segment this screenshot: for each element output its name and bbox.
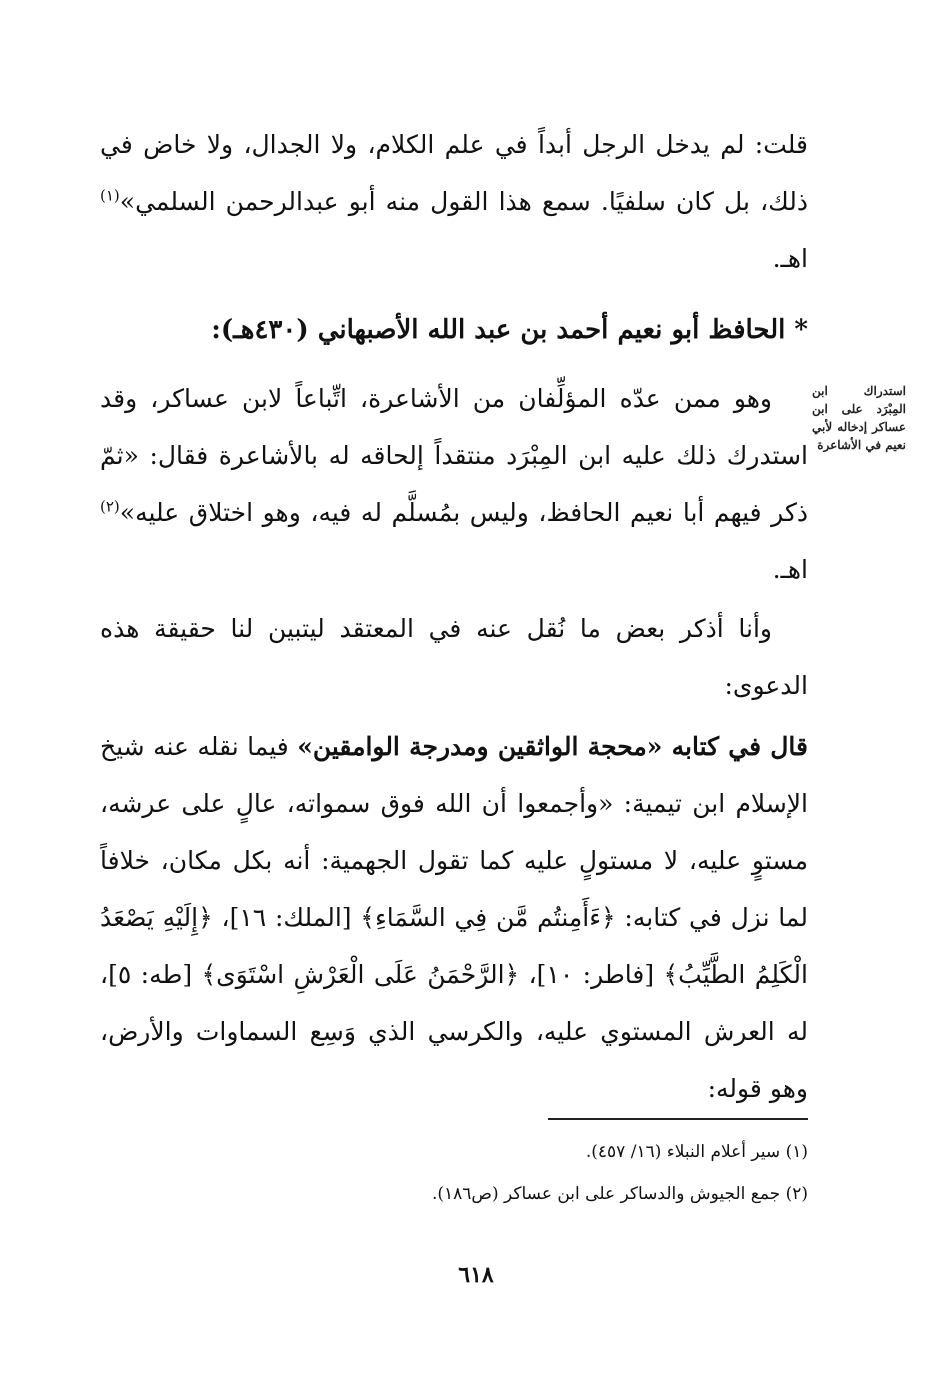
footnote-separator — [548, 1118, 808, 1120]
footnote-2: (٢) جمع الجيوش والدساكر على ابن عساكر (ص١٨٦). — [431, 1184, 808, 1204]
footnote-1: (١) سير أعلام النبلاء (١٦/ ٤٥٧). — [585, 1142, 808, 1162]
paragraph-2-ending: اهـ. — [772, 555, 808, 584]
paragraph-2-text: وهو ممن عدّه المؤلِّفان من الأشاعرة، اتِّباعاً لابن عساكر، وقد استدرك ذلك عليه ابن المِبْرَد منتقداً إلحاقه له بالأشاعرة فقال: «ثمّ ذكر فيهم أبا نعيم الحافظ، وليس بمُسلَّم له فيه، وهو اختلاق عليه» — [100, 384, 808, 527]
footnote-ref-1: (١) — [100, 186, 120, 205]
paragraph-1-ending: اهـ. — [772, 244, 808, 273]
page-number: ٦١٨ — [458, 1262, 494, 1288]
paragraph-3-text: وأنا أذكر بعض ما نُقل عنه في المعتقد ليتبين لنا حقيقة هذه الدعوى: — [100, 614, 808, 700]
paragraph-4-lead: قال في كتابه «محجة الواثقين ومدرجة الوامقين» — [297, 732, 808, 761]
paragraph-1 — [100, 116, 808, 287]
section-heading: * الحافظ أبو نعيم أحمد بن عبد الله الأصبهاني (٤٣٠هـ): — [211, 315, 808, 345]
paragraph-2 — [100, 370, 808, 598]
paragraph-4 — [100, 718, 808, 1117]
footnote-ref-2: (٢) — [100, 497, 120, 516]
paragraph-1-text: قلت: لم يدخل الرجل أبداً في علم الكلام، ولا الجدال، ولا خاض في ذلك، بل كان سلفيًا. سمع هذا القول منه أبو عبدالرحمن السلمي» — [100, 130, 808, 216]
paragraph-4-text: فيما نقله عنه شيخ الإسلام ابن تيمية: «وأجمعوا أن الله فوق سمواته، عالٍ على عرشه، مستوٍ عليه، لا مستولٍ عليه كما تقول الجهمية: أنه بكل مكان، خلافاً لما نزل في كتابه: ﴿ءَأَمِنتُم مَّن فِي السَّمَاءِ﴾ [الملك: ١٦]، ﴿إِلَيْهِ يَصْعَدُ الْكَلِمُ الطَّيِّبُ﴾ [فاطر: ١٠]، ﴿الرَّحْمَنُ عَلَى الْعَرْشِ اسْتَوَى﴾ [طه: ٥]، له العرش المستوي عليه، والكرسي الذي وَسِع السماوات والأرض، وهو قوله: — [100, 732, 808, 1103]
paragraph-3 — [100, 600, 808, 714]
marginal-note: استدراك ابن المِبْرَد على ابن عساكر إدخاله لأبي نعيم في الأشاعرة — [812, 384, 906, 452]
